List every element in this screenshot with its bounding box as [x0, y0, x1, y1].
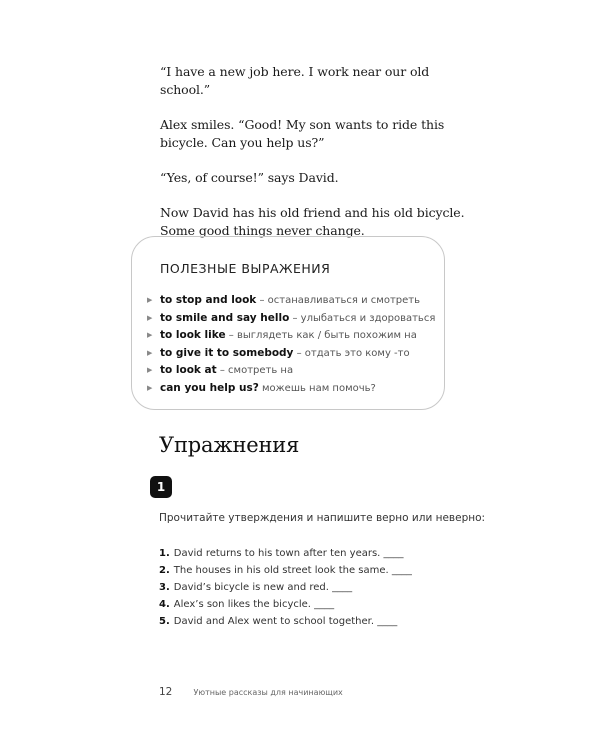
phrase-separator: – — [289, 312, 301, 324]
statement-number: 4. — [159, 599, 170, 610]
phrase-item — [147, 380, 444, 398]
book-title: Уютные рассказы для начинающих — [193, 688, 343, 697]
exercise-statement — [159, 596, 412, 613]
phrase-separator: – — [256, 295, 268, 306]
exercise-number-badge: 1 — [150, 476, 172, 498]
phrase-term: to give it to somebody — [160, 346, 294, 359]
phrase-translation: смотреть на — [228, 365, 294, 376]
statement-number: 1. — [159, 548, 170, 559]
phrase-translation: выглядеть как / быть похожим на — [236, 330, 417, 341]
statement-number: 3. — [159, 582, 170, 593]
phrase-term: to smile and say hello — [160, 311, 290, 324]
phrase-item — [147, 345, 444, 363]
statement-text: David and Alex went to school together. ____ — [173, 616, 398, 627]
phrase-term: can you help us? — [160, 381, 259, 394]
exercise-statement — [159, 613, 412, 630]
triangle-right-icon: ▶ — [147, 313, 153, 322]
useful-phrases-box — [131, 236, 445, 410]
phrase-translation: останавливаться и смотреть — [267, 295, 420, 306]
exercise-statement — [159, 579, 412, 596]
story-paragraph: Now David has his old friend and his old bicycle. Some good things never change. — [160, 205, 465, 238]
story-paragraph: “I have a new job here. I work near our old school.” — [160, 64, 430, 97]
useful-phrases-list — [147, 292, 444, 397]
phrase-translation: улыбаться и здороваться — [300, 312, 436, 324]
exercise-statement — [159, 562, 412, 579]
exercises-heading: Упражнения — [159, 433, 300, 457]
phrase-separator: – — [216, 365, 229, 376]
statement-text: Alex’s son likes the bicycle. ____ — [173, 599, 335, 610]
phrase-term: to look like — [160, 329, 226, 341]
phrase-term: to stop and look — [160, 294, 257, 306]
page-footer — [159, 680, 343, 699]
page-number: 12 — [159, 686, 173, 698]
statement-text: The houses in his old street look the same. ____ — [173, 565, 412, 576]
story-paragraph: Alex smiles. “Good! My son wants to ride this bicycle. Can you help us?” — [160, 117, 445, 150]
statement-number: 5. — [159, 616, 170, 627]
phrase-item — [147, 362, 444, 380]
story-text — [160, 63, 480, 257]
phrase-separator: – — [293, 347, 305, 359]
phrase-item — [147, 327, 444, 345]
exercise-statement — [159, 545, 412, 562]
statement-text: David’s bicycle is new and red. ____ — [173, 582, 353, 593]
triangle-right-icon: ▶ — [147, 383, 153, 392]
statement-number: 2. — [159, 565, 170, 576]
phrase-translation: отдать это кому -то — [304, 347, 410, 359]
triangle-right-icon: ▶ — [147, 296, 153, 304]
story-paragraph: “Yes, of course!” says David. — [160, 170, 339, 185]
statement-text: David returns to his town after ten years. ____ — [173, 548, 404, 559]
phrase-translation: можешь нам помочь? — [262, 382, 376, 394]
phrase-item — [147, 292, 444, 310]
triangle-right-icon: ▶ — [147, 348, 153, 357]
triangle-right-icon: ▶ — [147, 331, 153, 339]
useful-phrases-title: ПОЛЕЗНЫЕ ВЫРАЖЕНИЯ — [160, 261, 331, 276]
exercise-statements-list — [159, 545, 412, 630]
phrase-item — [147, 310, 444, 328]
phrase-separator: – — [225, 330, 237, 341]
phrase-term: to look at — [160, 364, 217, 376]
exercise-instruction: Прочитайте утверждения и напишите верно или неверно: — [159, 512, 486, 524]
triangle-right-icon: ▶ — [147, 366, 153, 374]
